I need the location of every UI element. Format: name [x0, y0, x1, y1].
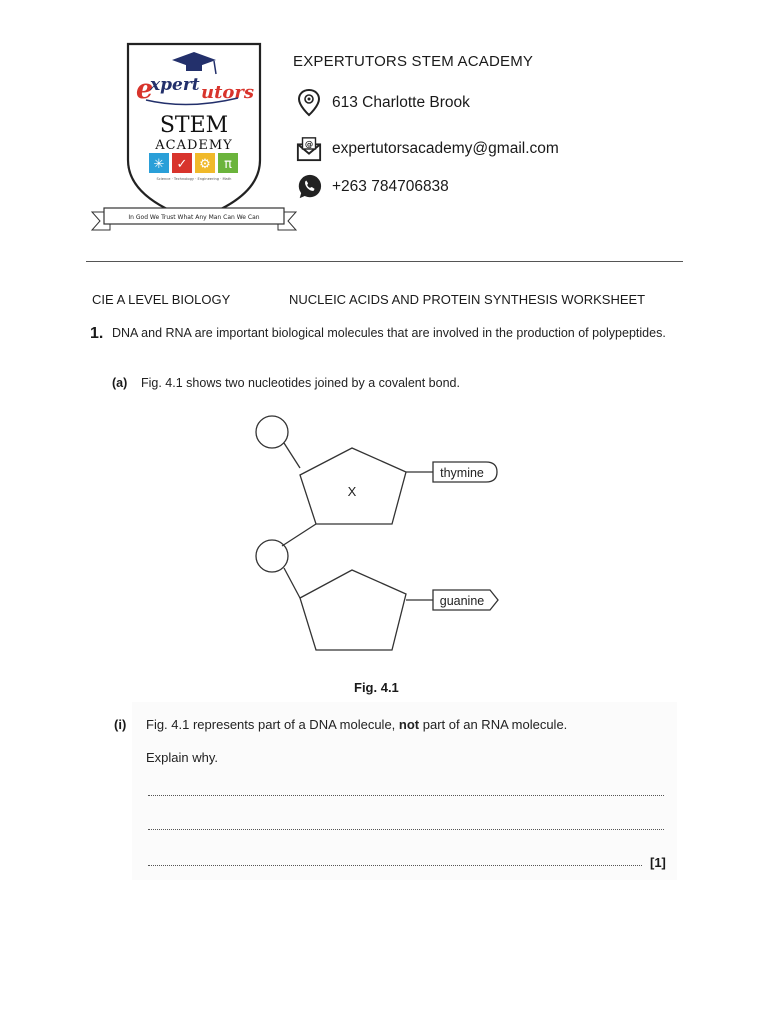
envelope-at-icon: [296, 134, 322, 164]
nucleotide-figure: [240, 410, 530, 670]
logo-academy-text: ACADEMY: [155, 138, 233, 153]
sub-text-not: not: [398, 717, 420, 732]
thymine-label: thymine: [440, 466, 484, 480]
svg-text:xpert: xpert: [150, 75, 200, 95]
technology-chip-icon-glyph: ✓: [176, 157, 188, 172]
logo-motto: In God We Trust What Any Man Can We Can: [128, 214, 260, 221]
phone-row: [296, 172, 449, 202]
svg-text:@: @: [304, 139, 314, 150]
academy-name: EXPERTUTORS STEM ACADEMY: [293, 53, 534, 70]
math-pi-icon-glyph: π: [224, 157, 232, 172]
email-row: [296, 134, 559, 164]
address-text: 613 Charlotte Brook: [332, 94, 470, 111]
science-atom-icon-glyph: ✳: [153, 157, 165, 172]
motto-ribbon: [92, 208, 296, 230]
worksheet-title: NUCLEIC ACIDS AND PROTEIN SYNTHESIS WORKSHEET: [289, 292, 646, 307]
sub-question-label: (i): [114, 717, 127, 732]
address-row: [296, 88, 470, 118]
guanine-label: guanine: [439, 594, 485, 608]
answer-line-3[interactable]: [148, 865, 642, 866]
phone-text[interactable]: +263 784706838: [332, 178, 449, 195]
engineering-gear-icon-glyph: ⚙: [199, 157, 211, 172]
sub-text-part2: part of an RNA molecule.: [422, 717, 568, 732]
subject-label: CIE A LEVEL BIOLOGY: [92, 292, 231, 307]
svg-text:utors: utors: [201, 82, 255, 103]
figure-caption: Fig. 4.1: [354, 680, 399, 695]
phosphate-top: [256, 416, 288, 448]
sugar-label-x: X: [347, 484, 357, 499]
logo-tagline: Science · Technology · Engineering · Math: [156, 177, 232, 181]
svg-text:e: e: [136, 74, 154, 105]
phosphate-bottom: [256, 540, 288, 572]
pentose-bottom: [300, 570, 406, 650]
marks-label: [1]: [650, 855, 666, 870]
question-stem: DNA and RNA are important biological molecules that are involved in the production of polypeptides.: [112, 326, 666, 340]
part-a-label: (a): [112, 376, 128, 390]
email-text[interactable]: expertutorsacademy@gmail.com: [332, 140, 559, 157]
part-a-text: Fig. 4.1 shows two nucleotides joined by a covalent bond.: [141, 376, 460, 390]
header-divider: [86, 261, 683, 262]
logo-stem-text: STEM: [159, 113, 229, 138]
question-number: 1.: [90, 325, 104, 342]
whatsapp-icon: [296, 172, 322, 202]
sub-question-text: [146, 717, 567, 732]
explain-prompt: Explain why.: [146, 750, 219, 765]
sub-text-part1: Fig. 4.1 represents part of a DNA molecule,: [146, 717, 396, 732]
answer-line-1[interactable]: [148, 795, 664, 796]
answer-line-2[interactable]: [148, 829, 664, 830]
academy-logo: [88, 40, 300, 242]
location-pin-icon: [296, 88, 322, 118]
